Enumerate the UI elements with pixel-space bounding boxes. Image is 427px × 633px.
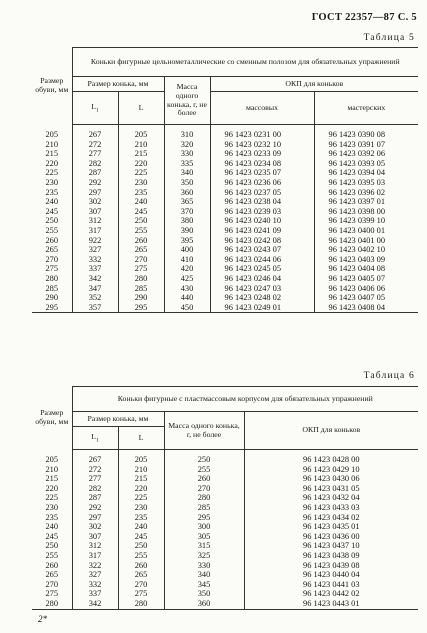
table-row: [32, 303, 418, 313]
table-cell: 96 1423 0237 05: [210, 188, 314, 198]
table-cell: 210: [32, 140, 72, 150]
table-cell: 360: [164, 599, 244, 609]
table-row: [32, 465, 418, 475]
table-row: [32, 226, 418, 236]
table-cell: 270: [164, 484, 244, 494]
table-cell: 280: [32, 599, 72, 609]
table-cell: 285: [118, 284, 164, 294]
table-cell: 317: [72, 226, 118, 236]
t6-title: Коньки фигурные с пластмассовым корпусом для обязательных упражнений: [72, 387, 418, 412]
table-row: [32, 541, 418, 551]
table-cell: 205: [118, 455, 164, 465]
page-header: ГОСТ 22357—87 С. 5: [311, 12, 417, 23]
table-cell: 260: [164, 474, 244, 484]
table-cell: 287: [72, 493, 118, 503]
table-cell: 96 1423 0430 06: [244, 474, 418, 484]
table-row: [32, 503, 418, 513]
table-cell: 350: [164, 178, 210, 188]
table-cell: 280: [118, 274, 164, 284]
table-cell: 282: [72, 159, 118, 169]
table-row: [32, 455, 418, 465]
table-cell: 275: [118, 264, 164, 274]
table-cell: 250: [118, 216, 164, 226]
table-cell: 220: [118, 484, 164, 494]
table-cell: 205: [32, 455, 72, 465]
t5-col-okp: ОКП для коньков: [210, 77, 418, 92]
table-row: [32, 484, 418, 494]
table-cell: 225: [118, 493, 164, 503]
table-cell: 250: [118, 541, 164, 551]
table-cell: 272: [72, 465, 118, 475]
table-cell: 96 1423 0408 04: [314, 303, 418, 313]
table-cell: 96 1423 0239 03: [210, 207, 314, 217]
table-cell: 245: [118, 207, 164, 217]
table6: [32, 386, 418, 610]
t6-col-okp: ОКП для коньков: [244, 412, 418, 450]
table-cell: 96 1423 0245 05: [210, 264, 314, 274]
table-cell: 425: [164, 274, 210, 284]
table-cell: 277: [72, 474, 118, 484]
table-cell: 205: [32, 130, 72, 140]
table-cell: 96 1423 0390 08: [314, 130, 418, 140]
table-cell: 96 1423 0398 00: [314, 207, 418, 217]
table-row: [32, 188, 418, 198]
table-cell: 260: [32, 561, 72, 571]
table-cell: 235: [118, 188, 164, 198]
table-cell: 96 1423 0240 10: [210, 216, 314, 226]
table-cell: 96 1423 0243 07: [210, 245, 314, 255]
table-row: [32, 589, 418, 599]
table-row: [32, 255, 418, 265]
t6-col-size: Размер обуви, мм: [32, 387, 72, 450]
table-cell: 96 1423 0401 00: [314, 236, 418, 246]
t5-col-mass: Масса одного конька, г, не более: [164, 77, 210, 125]
table-cell: 410: [164, 255, 210, 265]
table-cell: 230: [118, 178, 164, 188]
table-row: [32, 274, 418, 284]
t6-col-mass: Масса одного конька, г, не более: [164, 412, 244, 450]
table-cell: 255: [118, 226, 164, 236]
table-cell: 96 1423 0434 02: [244, 513, 418, 523]
table-cell: 96 1423 0231 00: [210, 130, 314, 140]
table-cell: 280: [32, 274, 72, 284]
table-cell: 96 1423 0394 04: [314, 168, 418, 178]
t5-col-l: L: [118, 92, 164, 125]
table-cell: 250: [164, 455, 244, 465]
table-cell: 320: [164, 140, 210, 150]
table-cell: 96 1423 0433 03: [244, 503, 418, 513]
table-cell: 96 1423 0402 10: [314, 245, 418, 255]
table-cell: 210: [118, 140, 164, 150]
table-cell: 265: [118, 570, 164, 580]
table-cell: 275: [32, 264, 72, 274]
table5-caption: Таблица 5: [363, 33, 415, 43]
table-cell: 96 1423 0440 04: [244, 570, 418, 580]
table-row: [32, 522, 418, 532]
table-row: [32, 532, 418, 542]
table-cell: 327: [72, 570, 118, 580]
table-cell: 215: [32, 474, 72, 484]
table-cell: 96 1423 0393 05: [314, 159, 418, 169]
table-cell: 292: [72, 178, 118, 188]
table-cell: 272: [72, 140, 118, 150]
table-cell: 96 1423 0246 04: [210, 274, 314, 284]
table-cell: 297: [72, 188, 118, 198]
table-cell: 96 1423 0391 07: [314, 140, 418, 150]
table-cell: 420: [164, 264, 210, 274]
t6-body: [32, 450, 418, 610]
table-cell: 315: [164, 541, 244, 551]
table-cell: 96 1423 0234 08: [210, 159, 314, 169]
table-cell: 235: [118, 513, 164, 523]
table-cell: 302: [72, 522, 118, 532]
table-cell: 280: [164, 493, 244, 503]
table-cell: 282: [72, 484, 118, 494]
table-cell: 255: [118, 551, 164, 561]
table-cell: 302: [72, 197, 118, 207]
table-cell: 96 1423 0233 09: [210, 149, 314, 159]
table-cell: 250: [32, 216, 72, 226]
t5-col-size: Размер обуви, мм: [32, 48, 72, 125]
t5-col-l1: $L_1$: [72, 92, 118, 125]
t5-col-master: мастерских: [314, 92, 418, 125]
page-footer-mark: 2*: [38, 614, 47, 624]
table-cell: 96 1423 0235 07: [210, 168, 314, 178]
t5-title: Коньки фигурные цельнометаллические со сменным полозом для обязательных упражнений: [72, 48, 418, 77]
table-row: [32, 197, 418, 207]
table-cell: 312: [72, 541, 118, 551]
table-row: [32, 284, 418, 294]
table-cell: 365: [164, 197, 210, 207]
table-row: [32, 140, 418, 150]
table-cell: 922: [72, 236, 118, 246]
table-cell: 230: [32, 178, 72, 188]
t5-col-mass-series: массовых: [210, 92, 314, 125]
table-cell: 96 1423 0405 07: [314, 274, 418, 284]
table-cell: 96 1423 0236 06: [210, 178, 314, 188]
table-cell: 96 1423 0400 01: [314, 226, 418, 236]
table-cell: 345: [164, 580, 244, 590]
table-cell: 96 1423 0244 06: [210, 255, 314, 265]
table-cell: 240: [32, 522, 72, 532]
table-cell: 215: [32, 149, 72, 159]
table-cell: 215: [118, 474, 164, 484]
table-cell: 205: [118, 130, 164, 140]
table-cell: 352: [72, 293, 118, 303]
table-cell: 295: [164, 513, 244, 523]
table-row: [32, 236, 418, 246]
table-cell: 295: [32, 303, 72, 313]
table-cell: 96 1423 0241 09: [210, 226, 314, 236]
table-cell: 310: [164, 130, 210, 140]
table-cell: 96 1423 0238 04: [210, 197, 314, 207]
table-cell: 255: [32, 551, 72, 561]
table-cell: 292: [72, 503, 118, 513]
table-row: [32, 130, 418, 140]
table-cell: 390: [164, 226, 210, 236]
table-cell: 335: [164, 159, 210, 169]
table-cell: 225: [32, 493, 72, 503]
table-cell: 96 1423 0247 03: [210, 284, 314, 294]
table-cell: 450: [164, 303, 210, 313]
table-cell: 285: [164, 503, 244, 513]
table-cell: 307: [72, 532, 118, 542]
table-cell: 240: [32, 197, 72, 207]
table-row: [32, 293, 418, 303]
table-cell: 250: [32, 541, 72, 551]
table-cell: 332: [72, 255, 118, 265]
table-cell: 245: [32, 532, 72, 542]
table-row: [32, 474, 418, 484]
table-cell: 270: [32, 580, 72, 590]
table-cell: 96 1423 0431 05: [244, 484, 418, 494]
table-cell: 235: [32, 188, 72, 198]
table-cell: 430: [164, 284, 210, 294]
table-cell: 347: [72, 284, 118, 294]
table-row: [32, 264, 418, 274]
table-row: [32, 551, 418, 561]
table-cell: 225: [32, 168, 72, 178]
table-cell: 240: [118, 197, 164, 207]
table-cell: 332: [72, 580, 118, 590]
table-row: [32, 513, 418, 523]
table-row: [32, 178, 418, 188]
t6-col-l: L: [118, 427, 164, 450]
table-row: [32, 207, 418, 217]
table-cell: 96 1423 0249 01: [210, 303, 314, 313]
table-cell: 340: [164, 570, 244, 580]
table-cell: 400: [164, 245, 210, 255]
table-cell: 260: [118, 236, 164, 246]
table-cell: 322: [72, 561, 118, 571]
table-cell: 337: [72, 264, 118, 274]
table-cell: 277: [72, 149, 118, 159]
table-cell: 96 1423 0439 08: [244, 561, 418, 571]
table-cell: 96 1423 0392 06: [314, 149, 418, 159]
table-cell: 96 1423 0429 10: [244, 465, 418, 475]
table-cell: 96 1423 0403 09: [314, 255, 418, 265]
table-cell: 96 1423 0441 03: [244, 580, 418, 590]
t6-col-skate: Размер конька, мм: [72, 412, 164, 427]
table-cell: 255: [164, 465, 244, 475]
table-cell: 96 1423 0435 01: [244, 522, 418, 532]
t5-body: [32, 125, 418, 313]
table-cell: 350: [164, 589, 244, 599]
table-cell: 440: [164, 293, 210, 303]
table-cell: 270: [118, 580, 164, 590]
table-cell: 370: [164, 207, 210, 217]
table-cell: 255: [32, 226, 72, 236]
table-cell: 265: [32, 245, 72, 255]
table-row: [32, 168, 418, 178]
table-cell: 96 1423 0406 06: [314, 284, 418, 294]
table-cell: 275: [118, 589, 164, 599]
table-cell: 342: [72, 274, 118, 284]
table-row: [32, 149, 418, 159]
table-cell: 297: [72, 513, 118, 523]
table-cell: 96 1423 0395 03: [314, 178, 418, 188]
table-cell: 330: [164, 561, 244, 571]
table-cell: 300: [164, 522, 244, 532]
table-cell: 245: [118, 532, 164, 542]
table-cell: 265: [32, 570, 72, 580]
table-cell: 96 1423 0438 09: [244, 551, 418, 561]
table-cell: 357: [72, 303, 118, 313]
table6-caption: Таблица 6: [363, 371, 415, 381]
table-cell: 96 1423 0232 10: [210, 140, 314, 150]
table5: [32, 47, 418, 313]
table-cell: 360: [164, 188, 210, 198]
table-cell: 215: [118, 149, 164, 159]
table-cell: 96 1423 0397 01: [314, 197, 418, 207]
table-cell: 96 1423 0407 05: [314, 293, 418, 303]
table-cell: 395: [164, 236, 210, 246]
table-row: [32, 599, 418, 609]
t6-col-l1: $L_1$: [72, 427, 118, 450]
table-cell: 96 1423 0396 02: [314, 188, 418, 198]
table-cell: 285: [32, 284, 72, 294]
table-row: [32, 570, 418, 580]
table-cell: 295: [118, 303, 164, 313]
table-cell: 220: [32, 159, 72, 169]
table-cell: 307: [72, 207, 118, 217]
table-cell: 337: [72, 589, 118, 599]
table-row: [32, 580, 418, 590]
table-cell: 327: [72, 245, 118, 255]
table-cell: 220: [118, 159, 164, 169]
table-cell: 96 1423 0428 00: [244, 455, 418, 465]
table-cell: 96 1423 0443 01: [244, 599, 418, 609]
table-cell: 260: [118, 561, 164, 571]
table-cell: 265: [118, 245, 164, 255]
table-cell: 96 1423 0436 00: [244, 532, 418, 542]
table-cell: 96 1423 0399 10: [314, 216, 418, 226]
table-cell: 96 1423 0242 08: [210, 236, 314, 246]
table-cell: 260: [32, 236, 72, 246]
table-row: [32, 493, 418, 503]
table-row: [32, 159, 418, 169]
table-cell: 290: [32, 293, 72, 303]
table-cell: 230: [118, 503, 164, 513]
table-cell: 245: [32, 207, 72, 217]
table-cell: 267: [72, 455, 118, 465]
table-cell: 380: [164, 216, 210, 226]
t5-col-skate: Размер конька, мм: [72, 77, 164, 92]
table-cell: 240: [118, 522, 164, 532]
table-cell: 317: [72, 551, 118, 561]
table-cell: 267: [72, 130, 118, 140]
table-cell: 305: [164, 532, 244, 542]
table-cell: 325: [164, 551, 244, 561]
table-row: [32, 245, 418, 255]
table-cell: 270: [118, 255, 164, 265]
table-cell: 312: [72, 216, 118, 226]
table-cell: 290: [118, 293, 164, 303]
table-cell: 330: [164, 149, 210, 159]
table-cell: 270: [32, 255, 72, 265]
table-cell: 280: [118, 599, 164, 609]
table-cell: 340: [164, 168, 210, 178]
table-cell: 96 1423 0404 08: [314, 264, 418, 274]
table-cell: 287: [72, 168, 118, 178]
table-cell: 210: [118, 465, 164, 475]
table-cell: 230: [32, 503, 72, 513]
table-cell: 235: [32, 513, 72, 523]
table-row: [32, 561, 418, 571]
table-cell: 342: [72, 599, 118, 609]
table-row: [32, 216, 418, 226]
table-cell: 96 1423 0437 10: [244, 541, 418, 551]
table-cell: 96 1423 0432 04: [244, 493, 418, 503]
table-cell: 225: [118, 168, 164, 178]
table-cell: 275: [32, 589, 72, 599]
table-cell: 210: [32, 465, 72, 475]
table-cell: 96 1423 0442 02: [244, 589, 418, 599]
table-cell: 96 1423 0248 02: [210, 293, 314, 303]
table-cell: 220: [32, 484, 72, 494]
